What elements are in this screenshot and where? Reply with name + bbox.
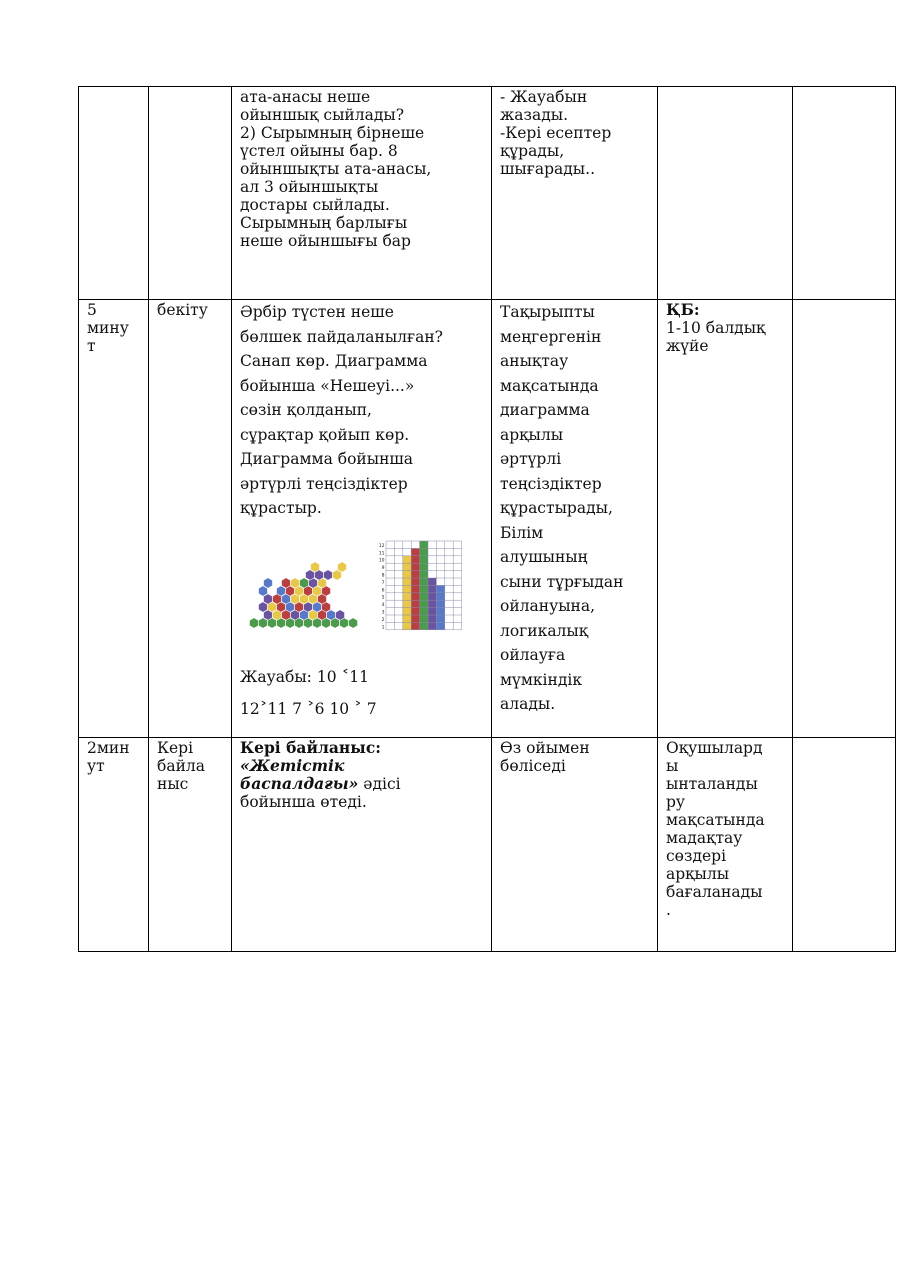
text-line: мину bbox=[87, 319, 129, 337]
y-tick-label: 1 bbox=[381, 624, 385, 630]
text-line: бағаланады bbox=[666, 883, 763, 901]
y-tick-label: 9 bbox=[381, 565, 385, 571]
text-line: сөзін қолданып, bbox=[240, 401, 372, 419]
hexagon-piece bbox=[250, 617, 259, 627]
y-tick-label: 12 bbox=[378, 543, 385, 549]
puzzle-figures bbox=[240, 539, 484, 651]
table-row bbox=[79, 87, 896, 300]
text-line: ойлауға bbox=[500, 646, 566, 664]
text-line: жүйе bbox=[666, 337, 709, 355]
text-line: сыни тұрғыдан bbox=[500, 572, 624, 591]
text-line: анықтау bbox=[500, 352, 569, 370]
text-line: сұрақтар қойып көр. bbox=[240, 425, 410, 444]
table-row bbox=[79, 738, 896, 952]
text-line: шығарады.. bbox=[500, 160, 595, 178]
hexagon-piece bbox=[264, 577, 273, 587]
y-tick-label: 2 bbox=[381, 617, 385, 623]
text-line: мақсатында bbox=[500, 376, 599, 395]
text-fragment: әдісі bbox=[358, 775, 401, 793]
student-activity-cell bbox=[492, 87, 658, 300]
text-line: бекіту bbox=[157, 301, 208, 319]
y-tick-label: 5 bbox=[381, 595, 385, 601]
resources-cell bbox=[793, 300, 896, 738]
assessment-cell bbox=[658, 87, 793, 300]
text-line: ойыншық сыйлады? bbox=[240, 106, 405, 124]
text-line: . bbox=[666, 901, 671, 919]
text-line: диаграмма bbox=[500, 401, 590, 419]
y-tick-label: 3 bbox=[381, 610, 385, 615]
hexagon-piece bbox=[324, 569, 333, 579]
hexagon-piece bbox=[338, 561, 347, 571]
text-line: мүмкіндік bbox=[500, 670, 583, 689]
text-line: теңсіздіктер bbox=[500, 474, 602, 493]
hexagon-piece bbox=[291, 577, 300, 587]
text-line: достары сыйлады. bbox=[240, 196, 390, 214]
y-tick-label: 6 bbox=[381, 587, 385, 593]
text-line: құрастырады, bbox=[500, 499, 613, 517]
text-line: Оқушылард bbox=[666, 739, 763, 757]
stage-cell bbox=[149, 300, 232, 738]
chart-bar bbox=[428, 578, 436, 630]
y-tick-label: 11 bbox=[378, 550, 385, 556]
text-line: Тақырыпты bbox=[500, 303, 595, 321]
text-line: 5 bbox=[87, 301, 97, 319]
text-line: ынталанды bbox=[666, 775, 758, 793]
text-line: бойынша өтеді. bbox=[240, 793, 367, 811]
text-line: 2мин bbox=[87, 739, 130, 757]
text-line: үстел ойыны бар. 8 bbox=[240, 142, 398, 160]
text-line: меңгергенін bbox=[500, 327, 602, 346]
text-line: Сырымның барлығы bbox=[240, 214, 408, 232]
lesson-plan-table bbox=[78, 86, 896, 952]
text-line: ы bbox=[666, 757, 679, 775]
text-line: мақсатында bbox=[666, 811, 765, 829]
text-line: - Жауабын bbox=[500, 88, 588, 106]
stage-cell bbox=[149, 87, 232, 300]
answer-line: 12˃11 7 ˃6 10 ˃ 7 bbox=[240, 699, 377, 718]
stage-cell bbox=[149, 738, 232, 952]
y-tick-label: 10 bbox=[378, 558, 385, 564]
student-activity-cell bbox=[492, 300, 658, 738]
text-line: неше ойыншығы бар bbox=[240, 232, 411, 250]
text-line: Санап көр. Диаграмма bbox=[240, 352, 428, 370]
text-line: ру bbox=[666, 793, 686, 811]
hexagon-piece bbox=[349, 617, 358, 627]
resources-cell bbox=[793, 87, 896, 300]
chart-bar bbox=[411, 548, 419, 629]
assessment-title: ҚБ: bbox=[666, 300, 700, 319]
text-line: -Кері есептер bbox=[500, 124, 612, 142]
answer-line: Жауабы: 10 ˂11 bbox=[240, 667, 369, 686]
text-line: арқылы bbox=[500, 425, 564, 444]
task-cell bbox=[232, 738, 492, 952]
hexagon-piece bbox=[282, 577, 291, 587]
text-line: Әрбір түстен неше bbox=[240, 303, 394, 321]
text-line: Білім bbox=[500, 523, 544, 542]
text-line: жазады. bbox=[500, 106, 569, 124]
text-line: бөліседі bbox=[500, 757, 566, 775]
y-tick-label: 4 bbox=[381, 602, 385, 608]
text-line: ата-анасы неше bbox=[240, 88, 371, 106]
text-line: құрады, bbox=[500, 142, 565, 160]
hexagon-piece bbox=[300, 577, 309, 587]
text-line: бөлшек пайдаланылған? bbox=[240, 327, 443, 346]
text-line: алушының bbox=[500, 548, 588, 566]
text-line: әртүрлі теңсіздіктер bbox=[240, 474, 408, 493]
y-tick-label: 7 bbox=[381, 580, 385, 586]
text-line: ойлануына, bbox=[500, 597, 596, 615]
method-name: «Жетістік bbox=[240, 756, 345, 775]
time-cell bbox=[79, 300, 149, 738]
text-line: құрастыр. bbox=[240, 499, 322, 517]
text-line: бойынша «Нешеуі...» bbox=[240, 376, 415, 395]
text-line: алады. bbox=[500, 695, 556, 713]
feedback-heading: Кері байланыс: bbox=[240, 738, 381, 757]
text-line: логикалық bbox=[500, 621, 589, 640]
text-line: мадақтау bbox=[666, 829, 743, 847]
student-activity-cell bbox=[492, 738, 658, 952]
text-line: Диаграмма бойынша bbox=[240, 450, 414, 468]
text-line: Өз ойымен bbox=[500, 739, 590, 757]
text-line: ал 3 ойыншықты bbox=[240, 178, 379, 196]
assessment-cell bbox=[658, 300, 793, 738]
task-cell bbox=[232, 300, 492, 738]
text-line: арқылы bbox=[666, 865, 730, 883]
y-tick-label: 8 bbox=[381, 573, 385, 578]
text-line: Кері bbox=[157, 739, 194, 757]
text-line: әртүрлі bbox=[500, 450, 562, 468]
time-cell bbox=[79, 738, 149, 952]
resources-cell bbox=[793, 738, 896, 952]
text-line: сөздері bbox=[666, 847, 727, 865]
hexagon-piece bbox=[311, 561, 320, 571]
text-line: байла bbox=[157, 757, 205, 775]
text-line: 2) Сырымның бірнеше bbox=[240, 124, 425, 142]
task-cell bbox=[232, 87, 492, 300]
time-cell bbox=[79, 87, 149, 300]
text-line: т bbox=[87, 337, 96, 355]
text-line: 1-10 балдық bbox=[666, 319, 766, 337]
bar-chart-image bbox=[374, 539, 464, 635]
hexagon-piece bbox=[336, 609, 345, 619]
text-line: ныс bbox=[157, 775, 189, 793]
table-row bbox=[79, 300, 896, 738]
assessment-cell bbox=[658, 738, 793, 952]
text-line: ут bbox=[87, 757, 105, 775]
text-line: ойыншықты ата-анасы, bbox=[240, 160, 432, 178]
method-name: баспалдағы» bbox=[240, 774, 359, 793]
